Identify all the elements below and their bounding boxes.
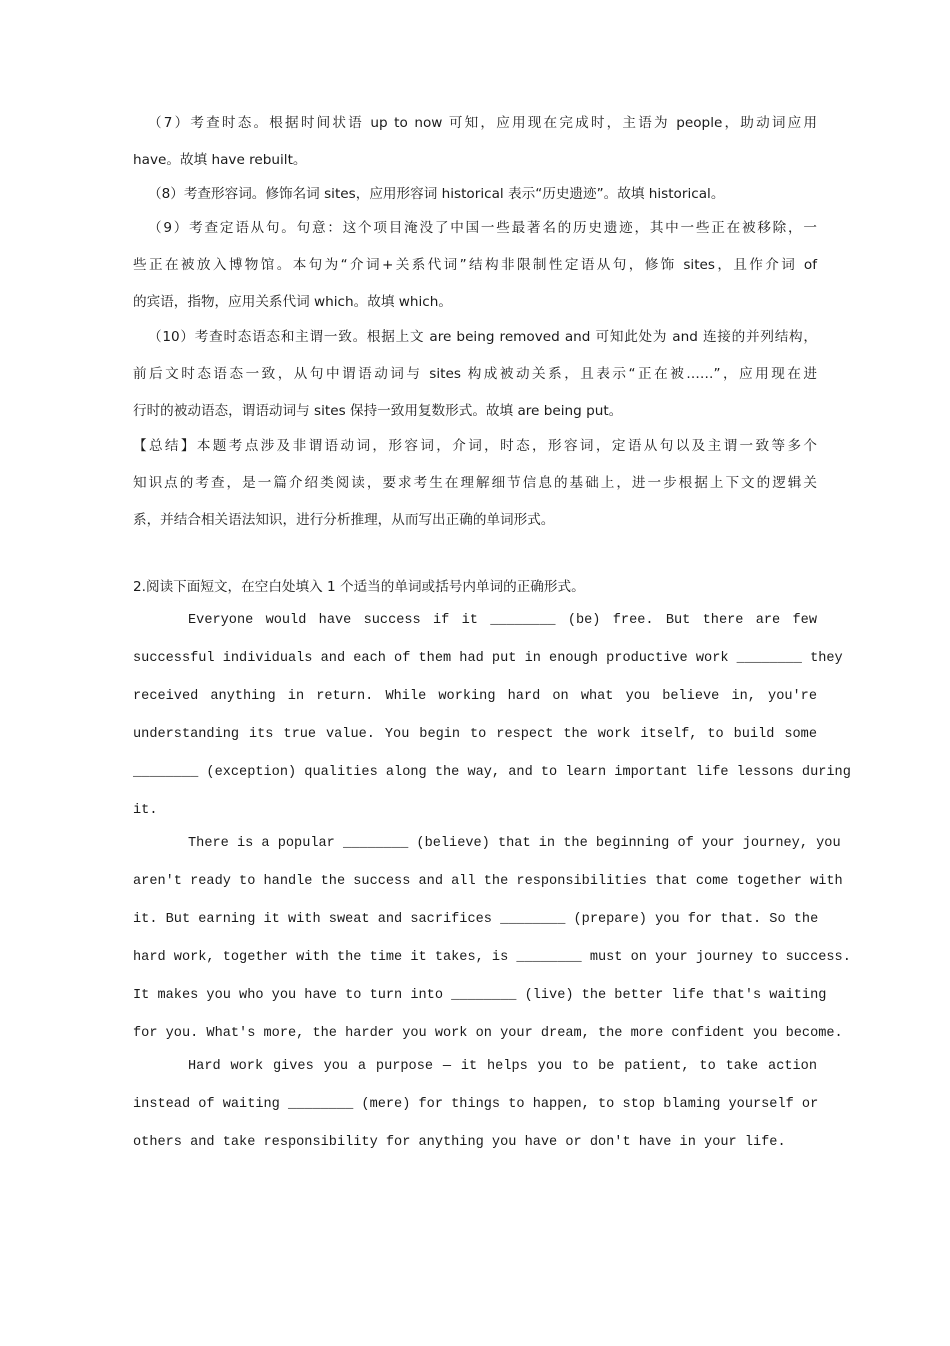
passage-p1-line-2: successful individuals and each of them had put in enough productive work ________ they (133, 651, 843, 666)
answer-8-line-1: （8）考查形容词。修饰名词 sites，应用形容词 historical 表示“历史遗迹”。故填 historical。 (148, 186, 725, 202)
passage-p2-line-6: for you. What's more, the harder you work on your dream, the more confident you become. (133, 1026, 843, 1041)
answer-10-line-3: 行时的被动语态，谓语动词与 sites 保持一致用复数形式。故填 are being put。 (133, 403, 623, 419)
passage-p2-line-3: it. But earning it with sweat and sacrifices ________ (prepare) you for that. So the (133, 912, 819, 927)
passage-p1-line-6: it. (133, 803, 158, 818)
answer-9-line-1: （9）考查定语从句。句意：这个项目淹没了中国一些最著名的历史遗迹，其中一些正在被移除，一 (148, 220, 817, 236)
passage-p2-line-2: aren't ready to handle the success and all the responsibilities that come together with (133, 874, 843, 889)
answer-9-line-3: 的宾语，指物，应用关系代词 which。故填 which。 (133, 294, 452, 310)
summary-line-3: 系，并结合相关语法知识，进行分析推理，从而写出正确的单词形式。 (133, 512, 555, 528)
passage-p3-line-3: others and take responsibility for anything you have or don't have in your life. (133, 1135, 786, 1150)
summary-line-1: 【总结】本题考点涉及非谓语动词，形容词，介词，时态，形容词，定语从句以及主谓一致等多个 (133, 438, 817, 454)
answer-9-line-2: 些正在被放入博物馆。本句为“介词+关系代词”结构非限制性定语从句，修饰 sites，且作介词 of (133, 257, 817, 273)
passage-p2-line-4: hard work, together with the time it takes, is ________ must on your journey to success. (133, 950, 851, 965)
answer-7-line-2: have。故填 have rebuilt。 (133, 152, 307, 168)
passage-p1-line-3: received anything in return. While working hard on what you believe in, you're (133, 689, 817, 704)
passage-p3-line-2: instead of waiting ________ (mere) for things to happen, to stop blaming yourself or (133, 1097, 819, 1112)
passage-p2-line-5: It makes you who you have to turn into ________ (live) the better life that's waiting (133, 988, 827, 1003)
passage-p1-line-5: ________ (exception) qualities along the way, and to learn important life lessons during (133, 765, 851, 780)
answer-7-line-1: （7）考查时态。根据时间状语 up to now 可知，应用现在完成时，主语为 people，助动词应用 (148, 115, 817, 131)
summary-line-2: 知识点的考查，是一篇介绍类阅读，要求考生在理解细节信息的基础上，进一步根据上下文的逻辑关 (133, 475, 817, 491)
answer-10-line-2: 前后文时态语态一致，从句中谓语动词与 sites 构成被动关系，且表示“正在被……”，应用现在进 (133, 366, 817, 382)
passage-p1-line-1: Everyone would have success if it ________ (be) free. But there are few (188, 613, 817, 628)
answer-10-line-1: （10）考查时态语态和主谓一致。根据上文 are being removed and 可知此处为 and 连接的并列结构， (148, 329, 817, 345)
question-2-instruction: 2.阅读下面短文，在空白处填入 1 个适当的单词或括号内单词的正确形式。 (133, 579, 585, 595)
passage-p2-line-1: There is a popular ________ (believe) that in the beginning of your journey, you (188, 836, 841, 851)
passage-p1-line-4: understanding its true value. You begin to respect the work itself, to build some (133, 727, 817, 742)
passage-p3-line-1: Hard work gives you a purpose — it helps you to be patient, to take action (188, 1059, 817, 1074)
